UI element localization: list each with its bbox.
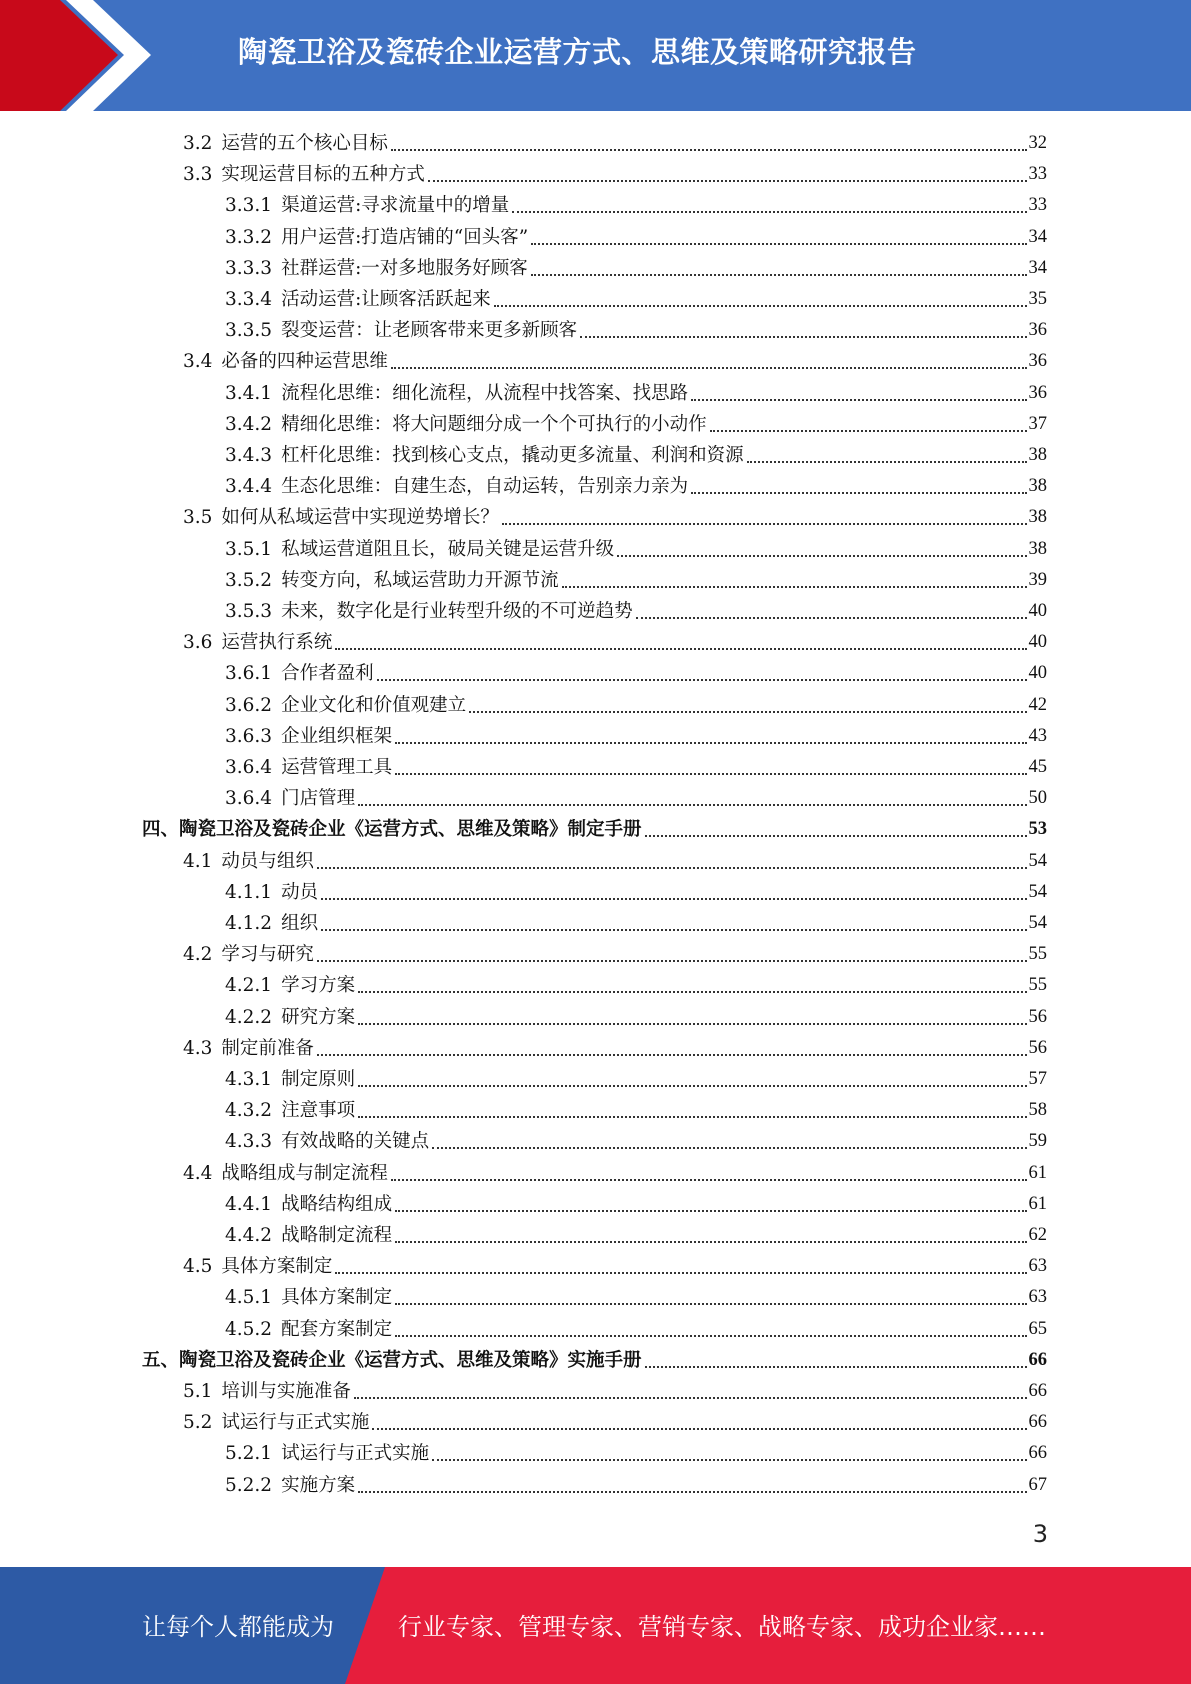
toc-entry-number: 3.5.1 xyxy=(225,538,273,560)
toc-entry-number: 3.5.2 xyxy=(225,569,273,591)
toc-dot-leader xyxy=(358,1490,1026,1493)
toc-dot-leader xyxy=(391,1178,1027,1181)
toc-dot-leader xyxy=(395,1334,1026,1337)
toc-entry-page: 66 xyxy=(1028,1412,1047,1433)
toc-entry-title: 学习方案 xyxy=(281,975,356,997)
toc-dot-leader xyxy=(354,1396,1027,1399)
toc-entry-number: 3.3.5 xyxy=(225,320,273,342)
toc-entry[interactable] xyxy=(225,409,1047,440)
toc-entry[interactable] xyxy=(142,1345,1047,1376)
toc-entry-title: 制定前准备 xyxy=(221,1037,314,1059)
toc-entry[interactable] xyxy=(225,596,1047,627)
toc-entry-page: 50 xyxy=(1028,788,1047,809)
toc-entry-page: 38 xyxy=(1028,445,1047,465)
toc-entry-title: 配套方案制定 xyxy=(281,1318,393,1340)
toc-entry[interactable] xyxy=(183,846,1047,877)
toc-entry-title: 流程化思维：细化流程，从流程中找答案、找思路 xyxy=(281,382,689,404)
toc-entry-page: 55 xyxy=(1028,944,1047,965)
footer-slogan-left: 让每个人都能成为 xyxy=(142,1613,334,1641)
toc-entry[interactable] xyxy=(183,1251,1047,1282)
toc-entry[interactable] xyxy=(225,1002,1047,1033)
toc-entry[interactable] xyxy=(225,783,1047,814)
toc-entry-title: 动员 xyxy=(281,881,319,903)
toc-entry-title: 必备的四种运营思维 xyxy=(221,351,388,373)
toc-entry-page: 40 xyxy=(1028,663,1047,684)
toc-entry-title: 四、陶瓷卫浴及瓷砖企业《运营方式、思维及策略》制定手册 xyxy=(142,819,642,841)
toc-entry-title: 实现运营目标的五种方式 xyxy=(221,164,425,186)
toc-entry-number: 3.6.4 xyxy=(225,788,273,810)
toc-dot-leader xyxy=(358,990,1026,993)
toc-entry[interactable] xyxy=(225,721,1047,752)
toc-entry-page: 66 xyxy=(1028,1443,1047,1464)
toc-entry-page: 36 xyxy=(1028,320,1047,341)
toc-entry-page: 33 xyxy=(1028,195,1047,216)
page-number: 3 xyxy=(1032,1520,1048,1548)
toc-entry-number: 3.6.2 xyxy=(225,694,273,716)
toc-entry-number: 3.3.2 xyxy=(225,226,273,248)
page-header xyxy=(0,0,1191,111)
toc-entry-page: 55 xyxy=(1028,975,1047,996)
toc-dot-leader xyxy=(391,148,1027,151)
toc-entry-page: 66 xyxy=(1028,1349,1047,1370)
toc-entry-number: 3.4.1 xyxy=(225,382,273,404)
toc-entry[interactable] xyxy=(225,1220,1047,1251)
toc-entry-page: 62 xyxy=(1028,1225,1047,1245)
toc-entry[interactable] xyxy=(225,752,1047,783)
toc-entry-title: 具体方案制定 xyxy=(281,1287,393,1309)
toc-entry-number: 4.4.1 xyxy=(225,1193,273,1215)
toc-dot-leader xyxy=(645,1365,1027,1368)
toc-entry-title: 动员与组织 xyxy=(221,850,314,872)
toc-entry-title: 未来，数字化是行业转型升级的不可逆趋势 xyxy=(281,601,633,622)
toc-entry-page: 38 xyxy=(1028,538,1047,559)
toc-entry-title: 生态化思维：自建生态，自动运转，告别亲力亲为 xyxy=(281,476,689,498)
toc-dot-leader xyxy=(531,242,1026,245)
toc-entry-page: 54 xyxy=(1028,850,1047,871)
page-footer xyxy=(0,1567,1191,1684)
toc-entry-number: 5.1 xyxy=(183,1381,213,1402)
toc-dot-leader xyxy=(494,304,1027,307)
toc-dot-leader xyxy=(395,1302,1026,1305)
toc-entry-page: 66 xyxy=(1028,1381,1047,1401)
toc-entry-title: 门店管理 xyxy=(281,788,356,810)
toc-entry-number: 4.3 xyxy=(183,1037,213,1059)
toc-entry[interactable] xyxy=(225,1282,1047,1313)
toc-entry-number: 4.3.1 xyxy=(225,1069,273,1090)
toc-entry-number: 3.3 xyxy=(183,164,213,186)
toc-entry-number: 3.3.1 xyxy=(225,195,273,217)
toc-entry-title: 精细化思维：将大问题细分成一个个可执行的小动作 xyxy=(281,413,707,435)
toc-entry-number: 4.3.3 xyxy=(225,1131,273,1153)
toc-dot-leader xyxy=(531,273,1027,276)
toc-entry[interactable] xyxy=(225,565,1047,596)
toc-entry[interactable] xyxy=(225,440,1047,471)
toc-entry-page: 45 xyxy=(1028,757,1047,777)
toc-entry-page: 36 xyxy=(1028,382,1047,403)
toc-dot-leader xyxy=(562,585,1027,588)
toc-entry[interactable] xyxy=(225,1438,1047,1469)
toc-entry[interactable] xyxy=(183,159,1047,190)
toc-entry-number: 5.2.1 xyxy=(225,1443,273,1465)
toc-entry[interactable] xyxy=(225,1314,1047,1345)
toc-entry-number: 3.6.4 xyxy=(225,757,273,778)
toc-entry[interactable] xyxy=(183,346,1047,377)
toc-entry-title: 企业文化和价值观建立 xyxy=(281,694,467,716)
toc-entry-title: 裂变运营：让老顾客带来更多新顾客 xyxy=(281,320,578,342)
toc-entry-title: 转变方向，私域运营助力开源节流 xyxy=(281,569,559,591)
toc-dot-leader xyxy=(645,834,1027,837)
toc-entry-number: 3.2 xyxy=(183,133,213,154)
toc-dot-leader xyxy=(691,491,1026,494)
toc-entry[interactable] xyxy=(183,1033,1047,1064)
toc-dot-leader xyxy=(502,522,1027,525)
toc-entry-page: 42 xyxy=(1028,694,1047,715)
toc-dot-leader xyxy=(469,710,1026,713)
toc-dot-leader xyxy=(432,1146,1026,1149)
toc-dot-leader xyxy=(395,1209,1026,1212)
toc-entry[interactable] xyxy=(225,1470,1047,1501)
toc-entry-title: 运营管理工具 xyxy=(281,757,393,778)
report-title: 陶瓷卫浴及瓷砖企业运营方式、思维及策略研究报告 xyxy=(238,35,917,69)
toc-entry-title: 活动运营:让顾客活跃起来 xyxy=(281,289,491,310)
toc-dot-leader xyxy=(691,398,1026,401)
toc-entry-page: 59 xyxy=(1028,1131,1047,1152)
toc-entry[interactable] xyxy=(225,222,1047,253)
toc-entry-title: 杠杆化思维：找到核心支点，撬动更多流量、利润和资源 xyxy=(281,445,744,466)
toc-entry-title: 战略结构组成 xyxy=(281,1193,393,1215)
toc-entry-number: 3.6 xyxy=(183,632,213,654)
toc-entry-number: 4.5.1 xyxy=(225,1287,273,1309)
toc-entry[interactable] xyxy=(225,471,1047,502)
toc-dot-leader xyxy=(358,803,1026,806)
toc-dot-leader xyxy=(358,1022,1026,1025)
toc-dot-leader xyxy=(358,1115,1026,1118)
toc-entry-title: 合作者盈利 xyxy=(281,663,374,685)
toc-dot-leader xyxy=(395,1240,1026,1243)
toc-entry[interactable] xyxy=(225,253,1047,284)
toc-entry-page: 33 xyxy=(1028,164,1047,185)
toc-entry[interactable] xyxy=(225,908,1047,939)
toc-entry-title: 有效战略的关键点 xyxy=(281,1131,430,1153)
toc-entry-title: 试运行与正式实施 xyxy=(281,1443,430,1465)
toc-entry-number: 5.2.2 xyxy=(225,1474,273,1496)
toc-entry-title: 实施方案 xyxy=(281,1474,356,1496)
toc-entry-title: 私域运营道阻且长，破局关键是运营升级 xyxy=(281,538,615,560)
toc-entry[interactable] xyxy=(142,814,1047,845)
toc-dot-leader xyxy=(358,1084,1026,1087)
toc-entry-page: 61 xyxy=(1028,1162,1047,1183)
toc-entry-number: 4.3.2 xyxy=(225,1100,273,1122)
toc-entry[interactable] xyxy=(225,1095,1047,1126)
toc-entry-number: 3.6.3 xyxy=(225,725,273,747)
toc-entry-page: 54 xyxy=(1028,881,1047,902)
toc-entry[interactable] xyxy=(183,128,1047,159)
toc-entry[interactable] xyxy=(225,190,1047,221)
toc-dot-leader xyxy=(317,1053,1027,1056)
toc-entry[interactable] xyxy=(225,284,1047,315)
toc-entry-number: 3.5 xyxy=(183,507,213,529)
toc-entry-number: 4.4.2 xyxy=(225,1225,273,1246)
toc-entry-number: 3.4.4 xyxy=(225,476,273,498)
toc-dot-leader xyxy=(391,366,1027,369)
toc-entry-page: 34 xyxy=(1028,257,1047,278)
toc-entry-page: 65 xyxy=(1028,1318,1047,1339)
toc-dot-leader xyxy=(747,460,1027,463)
toc-entry[interactable] xyxy=(183,1376,1047,1407)
toc-entry-number: 3.3.4 xyxy=(225,289,273,310)
toc-dot-leader xyxy=(395,741,1026,744)
toc-dot-leader xyxy=(377,678,1027,681)
toc-dot-leader xyxy=(636,616,1027,619)
toc-entry-page: 57 xyxy=(1028,1069,1047,1089)
toc-entry-number: 5.2 xyxy=(183,1412,213,1434)
toc-entry-page: 58 xyxy=(1028,1100,1047,1121)
toc-entry-page: 63 xyxy=(1028,1287,1047,1308)
toc-entry-title: 渠道运营:寻求流量中的增量 xyxy=(281,195,510,217)
toc-entry-number: 4.4 xyxy=(183,1162,213,1184)
toc-entry[interactable] xyxy=(225,877,1047,908)
toc-entry[interactable] xyxy=(225,315,1047,346)
toc-entry-number: 4.5.2 xyxy=(225,1318,273,1340)
toc-entry-title: 企业组织框架 xyxy=(281,725,393,747)
toc-dot-leader xyxy=(372,1427,1026,1430)
toc-entry[interactable] xyxy=(225,690,1047,721)
toc-dot-leader xyxy=(710,429,1027,432)
toc-dot-leader xyxy=(335,647,1026,650)
toc-entry-number: 3.4.3 xyxy=(225,445,273,466)
toc-entry-title: 运营执行系统 xyxy=(221,632,333,654)
toc-entry-title: 培训与实施准备 xyxy=(221,1381,351,1402)
toc-entry-number: 3.4.2 xyxy=(225,413,273,435)
toc-entry-number: 4.2.1 xyxy=(225,975,273,997)
toc-entry-page: 53 xyxy=(1028,819,1047,840)
toc-dot-leader xyxy=(321,928,1026,931)
footer-slogan-right: 行业专家、管理专家、营销专家、战略专家、成功企业家…… xyxy=(398,1613,1046,1641)
toc-entry-title: 具体方案制定 xyxy=(221,1256,333,1278)
toc-entry[interactable] xyxy=(225,1126,1047,1157)
toc-entry-page: 38 xyxy=(1028,476,1047,497)
toc-entry-number: 3.6.1 xyxy=(225,663,273,685)
toc-entry-page: 40 xyxy=(1028,601,1047,621)
toc-entry-title: 学习与研究 xyxy=(221,944,314,966)
toc-entry-page: 56 xyxy=(1028,1037,1047,1058)
toc-entry-page: 36 xyxy=(1028,351,1047,372)
toc-entry-page: 37 xyxy=(1028,413,1047,434)
toc-entry-page: 34 xyxy=(1028,226,1047,247)
toc-entry-title: 如何从私域运营中实现逆势增长？ xyxy=(221,507,499,529)
toc-entry[interactable] xyxy=(183,1407,1047,1438)
toc-dot-leader xyxy=(432,1458,1026,1461)
toc-entry-page: 67 xyxy=(1028,1474,1047,1495)
toc-entry-title: 制定原则 xyxy=(281,1069,356,1090)
toc-entry[interactable] xyxy=(225,378,1047,409)
toc-entry-title: 社群运营:一对多地服务好顾客 xyxy=(281,257,528,279)
toc-dot-leader xyxy=(428,179,1027,182)
toc-entry-title: 五、陶瓷卫浴及瓷砖企业《运营方式、思维及策略》实施手册 xyxy=(142,1349,642,1371)
toc-entry[interactable] xyxy=(225,658,1047,689)
toc-dot-leader xyxy=(617,554,1026,557)
toc-entry-page: 54 xyxy=(1028,913,1047,933)
toc-dot-leader xyxy=(317,866,1027,869)
toc-entry-page: 32 xyxy=(1028,133,1047,153)
toc-dot-leader xyxy=(335,1271,1026,1274)
toc-entry[interactable] xyxy=(225,534,1047,565)
toc-entry-page: 35 xyxy=(1028,289,1047,309)
toc-entry[interactable] xyxy=(225,970,1047,1001)
toc-entry-number: 3.5.3 xyxy=(225,601,273,622)
toc-entry[interactable] xyxy=(225,1064,1047,1095)
toc-entry-number: 4.2 xyxy=(183,944,213,966)
toc-dot-leader xyxy=(321,897,1026,900)
toc-entry-title: 用户运营:打造店铺的“回头客” xyxy=(281,226,529,248)
toc-entry-number: 4.1 xyxy=(183,850,213,872)
toc-entry-page: 40 xyxy=(1028,632,1047,653)
toc-entry-number: 4.5 xyxy=(183,1256,213,1278)
toc-entry[interactable] xyxy=(183,627,1047,658)
toc-entry-number: 4.1.2 xyxy=(225,913,273,934)
toc-entry-title: 运营的五个核心目标 xyxy=(221,133,388,154)
toc-entry-page: 61 xyxy=(1028,1193,1047,1214)
toc-entry-title: 研究方案 xyxy=(281,1006,356,1028)
toc-entry-page: 39 xyxy=(1028,569,1047,590)
toc-entry-title: 注意事项 xyxy=(281,1100,356,1122)
toc-entry-title: 试运行与正式实施 xyxy=(221,1412,370,1434)
toc-entry[interactable] xyxy=(183,939,1047,970)
toc-entry[interactable] xyxy=(225,1189,1047,1220)
toc-entry[interactable] xyxy=(183,1158,1047,1189)
toc-dot-leader xyxy=(580,335,1026,338)
toc-entry[interactable] xyxy=(183,502,1047,533)
toc-entry-number: 3.3.3 xyxy=(225,257,273,279)
toc-entry-title: 战略制定流程 xyxy=(281,1225,393,1246)
toc-entry-number: 3.4 xyxy=(183,351,213,373)
toc-entry-page: 43 xyxy=(1028,725,1047,746)
toc-dot-leader xyxy=(317,959,1027,962)
toc-entry-page: 56 xyxy=(1028,1006,1047,1027)
toc-entry-title: 战略组成与制定流程 xyxy=(221,1162,388,1184)
toc-dot-leader xyxy=(395,772,1026,775)
toc-entry-title: 组织 xyxy=(281,913,319,934)
toc-entry-number: 4.1.1 xyxy=(225,881,273,903)
toc-entry-page: 38 xyxy=(1028,507,1047,528)
toc-dot-leader xyxy=(512,210,1026,213)
toc-entry-number: 4.2.2 xyxy=(225,1006,273,1028)
toc-entry-page: 63 xyxy=(1028,1256,1047,1277)
